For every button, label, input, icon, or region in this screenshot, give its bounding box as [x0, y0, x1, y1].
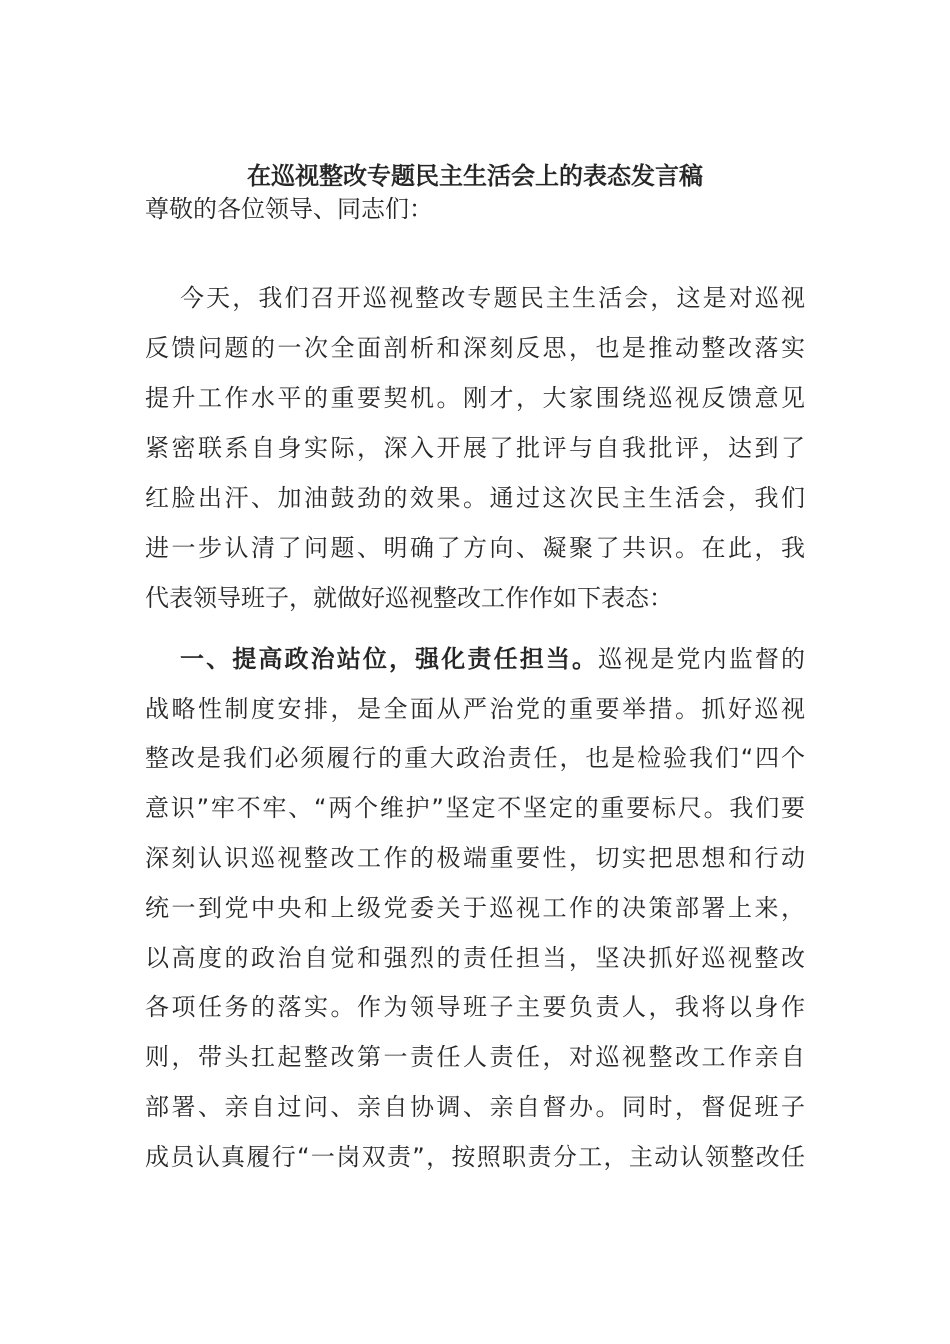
paragraph-2-line: 成员认真履行“一岗双责”，按照职责分工，主动认领整改任 [145, 1143, 805, 1171]
paragraph-2-line: 整改是我们必须履行的重大政治责任，也是检验我们“四个 [145, 744, 805, 772]
paragraph-1-line: 红脸出汗、加油鼓劲的效果。通过这次民主生活会，我们 [145, 484, 805, 512]
paragraph-1-line: 反馈问题的一次全面剖析和深刻反思，也是推动整改落实 [145, 334, 805, 362]
paragraph-1-line: 进一步认清了问题、明确了方向、凝聚了共识。在此，我 [145, 534, 805, 562]
paragraph-1-line: 代表领导班子，就做好巡视整改工作作如下表态： [145, 584, 673, 612]
paragraph-1-line: 紧密联系自身实际，深入开展了批评与自我批评，达到了 [145, 434, 805, 462]
paragraph-2-line: 部署、亲自过问、亲自协调、亲自督办。同时，督促班子 [145, 1093, 805, 1121]
salutation: 尊敬的各位领导、同志们： [145, 195, 433, 223]
paragraph-2-first-line [180, 641, 805, 677]
section-heading: 一、提高政治站位，强化责任担当。 [180, 645, 599, 673]
paragraph-2-line: 各项任务的落实。作为领导班子主要负责人，我将以身作 [145, 993, 805, 1021]
paragraph-2-line: 以高度的政治自觉和强烈的责任担当，坚决抓好巡视整改 [145, 944, 805, 972]
paragraph-2-line: 统一到党中央和上级党委关于巡视工作的决策部署上来， [145, 894, 805, 922]
paragraph-1-line: 提升工作水平的重要契机。刚才，大家围绕巡视反馈意见 [145, 384, 805, 412]
paragraph-2-first-text: 巡视是党内监督的 [598, 645, 806, 673]
paragraph-2-line: 深刻认识巡视整改工作的极端重要性，切实把思想和行动 [145, 844, 805, 872]
paragraph-2-line: 则，带头扛起整改第一责任人责任，对巡视整改工作亲自 [145, 1043, 805, 1071]
paragraph-2-line: 战略性制度安排，是全面从严治党的重要举措。抓好巡视 [145, 695, 805, 723]
document-title: 在巡视整改专题民主生活会上的表态发言稿 [247, 162, 703, 190]
paragraph-1-line: 今天，我们召开巡视整改专题民主生活会，这是对巡视 [180, 284, 805, 312]
paragraph-2-line: 意识”牢不牢、“两个维护”坚定不坚定的重要标尺。我们要 [145, 794, 805, 822]
